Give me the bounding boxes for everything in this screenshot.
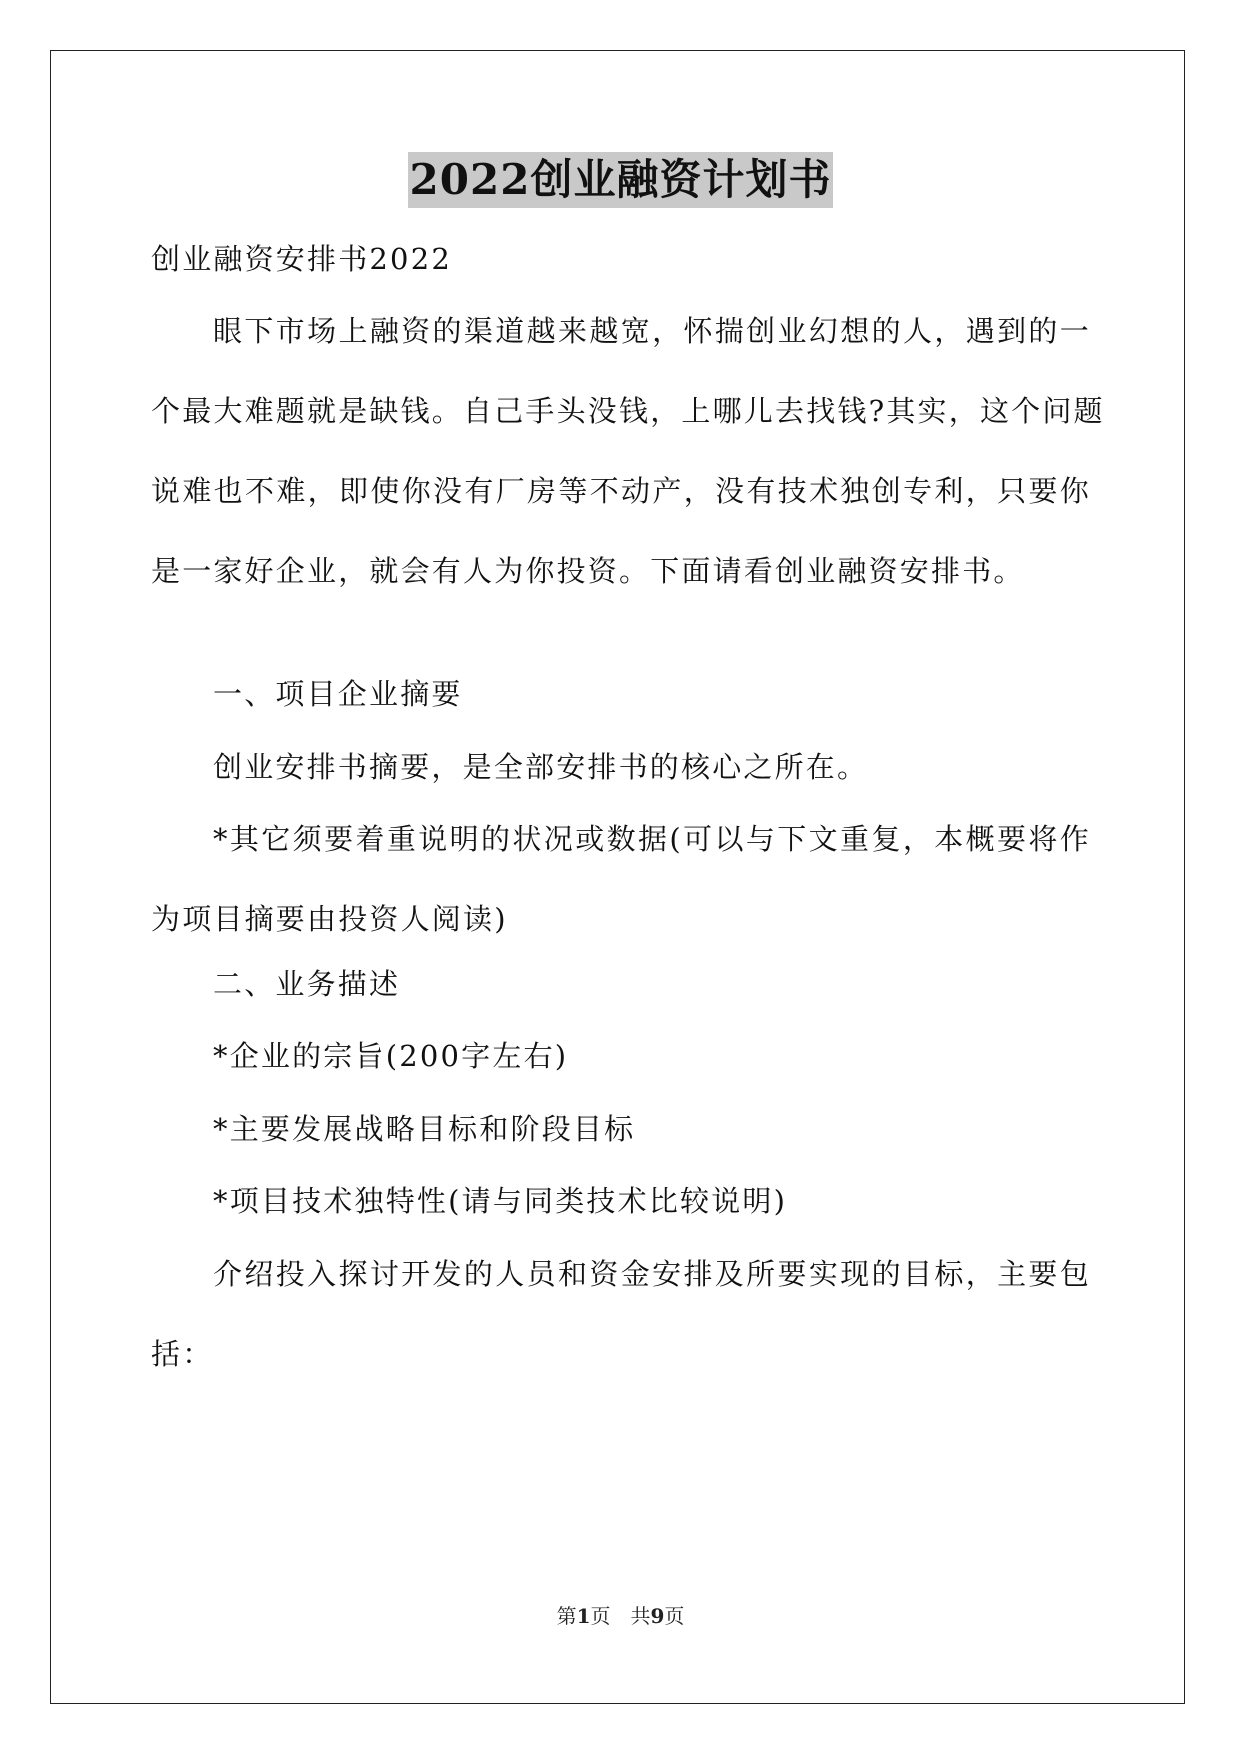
intro-line-3: 说难也不难，即使你没有厂房等不动产，没有技术独创专利，只要你: [151, 474, 1091, 508]
page-footer: [0, 1600, 1241, 1629]
footer-page-number: 1: [576, 1604, 591, 1628]
section1-note-line-2: 为项目摘要由投资人阅读): [151, 902, 508, 936]
section2-item-2: *主要发展战略目标和阶段目标: [213, 1112, 636, 1146]
intro-line-1: 眼下市场上融资的渠道越来越宽，怀揣创业幻想的人，遇到的一: [213, 314, 1091, 348]
section2-text-line-2: 括：: [151, 1337, 214, 1371]
intro-line-4: 是一家好企业，就会有人为你投资。下面请看创业融资安排书。: [151, 554, 1025, 588]
footer-prefix: 第: [556, 1604, 577, 1628]
section1-text: 创业安排书摘要，是全部安排书的核心之所在。: [213, 750, 869, 784]
intro-line-2: 个最大难题就是缺钱。自己手头没钱，上哪儿去找钱?其实，这个问题: [151, 394, 1105, 428]
section1-note-line-1: *其它须要着重说明的状况或数据(可以与下文重复，本概要将作: [213, 822, 1091, 856]
section2-text-line-1: 介绍投入探讨开发的人员和资金安排及所要实现的目标，主要包: [213, 1257, 1091, 1291]
title-container: [0, 152, 1241, 208]
document-subtitle: 创业融资安排书2022: [151, 242, 453, 276]
intro-paragraph: [151, 291, 1105, 611]
section2-item-3: *项目技术独特性(请与同类技术比较说明): [213, 1184, 788, 1218]
section2-item-1: *企业的宗旨(200字左右): [213, 1039, 569, 1073]
footer-total-suffix: 页: [664, 1604, 685, 1628]
section1-note: [151, 799, 1091, 959]
document-title: 2022创业融资计划书: [408, 152, 834, 208]
section2-text: [151, 1234, 1091, 1394]
section2-heading: 二、业务描述: [213, 967, 401, 1001]
footer-total-pages: 9: [650, 1604, 665, 1628]
section1-heading: 一、项目企业摘要: [213, 677, 463, 711]
footer-page-suffix: 页 共: [590, 1604, 651, 1628]
